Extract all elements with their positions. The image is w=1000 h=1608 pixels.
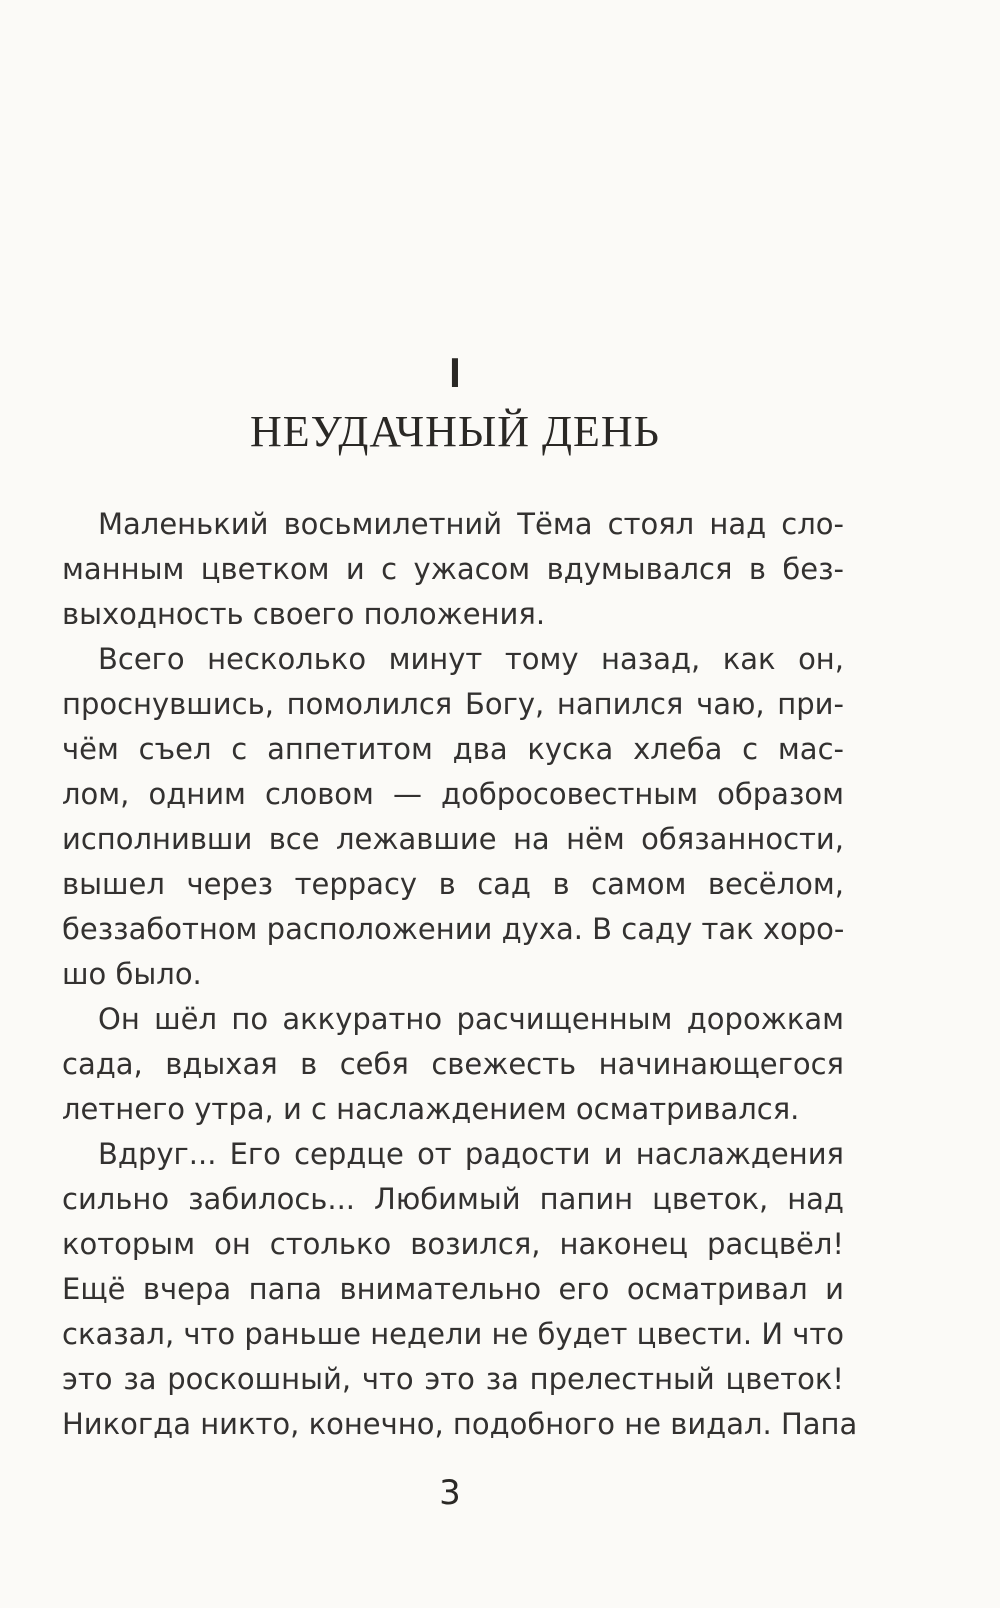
- text-line: беззаботном расположении духа. В саду так хоро-: [62, 912, 845, 946]
- chapter-title: НЕУДАЧНЫЙ ДЕНЬ: [250, 407, 660, 456]
- text-line: Ещё вчера папа внимательно его осматривал и: [62, 1272, 844, 1306]
- text-line: Всего несколько минут тому назад, как он,: [98, 642, 844, 676]
- text-line: которым он столько возился, наконец расцвёл!: [62, 1227, 844, 1261]
- text-line: летнего утра, и с наслаждением осматривался.: [62, 1092, 800, 1126]
- text-line: сильно забилось... Любимый папин цветок, над: [62, 1182, 844, 1216]
- text-line: чём съел с аппетитом два куска хлеба с мас-: [62, 732, 844, 766]
- text-line: сказал, что раньше недели не будет цвести. И что: [62, 1317, 845, 1351]
- chapter-number: I: [449, 349, 461, 396]
- page-number: 3: [439, 1473, 461, 1513]
- text-line: Вдруг... Его сердце от радости и наслаждения: [98, 1137, 844, 1171]
- text-line: Маленький восьмилетний Тёма стоял над сло-: [98, 507, 844, 541]
- text-line: Он шёл по аккуратно расчищенным дорожкам: [98, 1002, 844, 1036]
- chapter-text: [62, 502, 858, 1447]
- text-line: Никогда никто, конечно, подобного не видал. Папа: [62, 1407, 858, 1441]
- text-line: выходность своего положения.: [62, 597, 546, 631]
- text-line: манным цветком и с ужасом вдумывался в без-: [62, 552, 844, 586]
- text-line: вышел через террасу в сад в самом весёлом,: [62, 867, 844, 901]
- text-line: сада, вдыхая в себя свежесть начинающегося: [62, 1047, 844, 1081]
- text-line: шо было.: [62, 957, 202, 991]
- text-line: это за роскошный, что это за прелестный цветок!: [62, 1362, 844, 1396]
- text-line: проснувшись, помолился Богу, напился чаю, при-: [62, 687, 844, 721]
- text-line: исполнивши все лежавшие на нём обязанности,: [62, 822, 844, 856]
- text-line: лом, одним словом — добросовестным образом: [62, 777, 844, 811]
